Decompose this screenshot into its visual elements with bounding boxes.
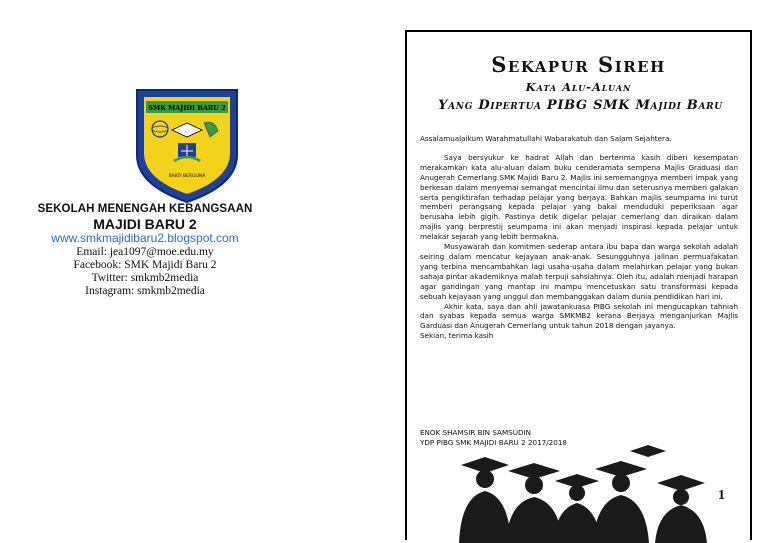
- svg-text:BAKTI BERGUNA: BAKTI BERGUNA: [168, 174, 206, 179]
- page-subtitle: Kata Alu-Aluan: [525, 80, 632, 94]
- school-crest-icon: [132, 85, 242, 205]
- twitter-text: Twitter: smkmb2media: [91, 272, 199, 284]
- school-type-label: SEKOLAH MENENGAH KEBANGSAAN: [37, 203, 253, 215]
- letter-paragraph: Musyawarah dan komitmen sederap antara ibu bapa dan warga sekolah adalah seiring dalam mencatur kejayaan anak-anak. Sesungguhnya jalinan permuafakatan yang terbina mencambahkan lagi usaha-usaha dalam melahirkan pelajar yang bukan sahaja pintar akademiknya malah terpuji sahsiahnya. Oleh itu, adalah menjadi harapan agar gandingan yang mantap ini mampu mencetuskan satu transformasi kepada sebuah kejayaan yang unggul dan membanggakan dalam dunia pendidikan hari ini.: [420, 242, 738, 301]
- letter-paragraph: Akhir kata, saya dan ahli jawatankuasa PIBG sekolah ini mengucapkan tahniah dan syabas kepada semua warga SMKMB2 kerana Berjaya menganjurkan Majlis Garduasi dan Anugerah Cemerlang untuk tahun 2018 dengan jayanya.: [420, 301, 738, 331]
- facebook-text: Facebook: SMK Majidi Baru 2: [73, 259, 217, 271]
- school-name: MAJIDI BARU 2: [93, 216, 197, 232]
- email-text: Email: jea1097@moe.edu.my: [76, 246, 214, 258]
- page-number: 1: [718, 488, 725, 503]
- welcome-letter: [420, 134, 738, 341]
- letter-paragraph: Saya bersyukur ke hadrat Allah dan berterima kasih diberi kesempatan merakamkan kata alu-aluan dalam buku cenderamata sempena Majlis Graduasi dan Anugerah Cemerlang SMK Majidi Baru 2. Majlis ini sememangnya memberi impak yang berkesan dalam menyemai semangat mencintai ilmu dan seterusnya memberi galakan serta pengiktirafan terhadap pelajar yang berjaya. Bahkan majlis seumpama ini turut memberi perangsang kepada pelajar yang bakal menduduki peperiksaan agar berusaha lebih gigih. Pastinya detik digelar pelajar cemerlang dan diraikan dalam majlis yang berprestij seumpama ini akan menjadi inspirasi kepada pelajar untuk melakar sejarah yang lebih bermakna.: [420, 152, 738, 242]
- svg-text:SMK MAJIDI BARU 2: SMK MAJIDI BARU 2: [148, 104, 226, 112]
- signer-name: ENOK SHAMSIR BIN SAMSUDIN: [420, 428, 531, 437]
- graduates-silhouette-icon: [405, 445, 752, 543]
- instagram-text: Instagram: smkmb2media: [85, 285, 205, 297]
- letter-greeting: Assalamualaikum Warahmatullahi Wabarakatuh dan Salam Sejahtera.: [420, 134, 672, 143]
- page-subtitle-2: Yang Dipertua PIBG SMK Majidi Baru: [438, 98, 723, 113]
- page-title: Sekapur Sireh: [491, 52, 666, 77]
- letter-closing: Sekian, terima kasih: [420, 331, 494, 341]
- blog-link[interactable]: www.smkmajidibaru2.blogspot.com: [51, 231, 239, 245]
- signer-title: YDP PIBG SMK MAJIDI BARU 2 2017/2018: [420, 437, 567, 447]
